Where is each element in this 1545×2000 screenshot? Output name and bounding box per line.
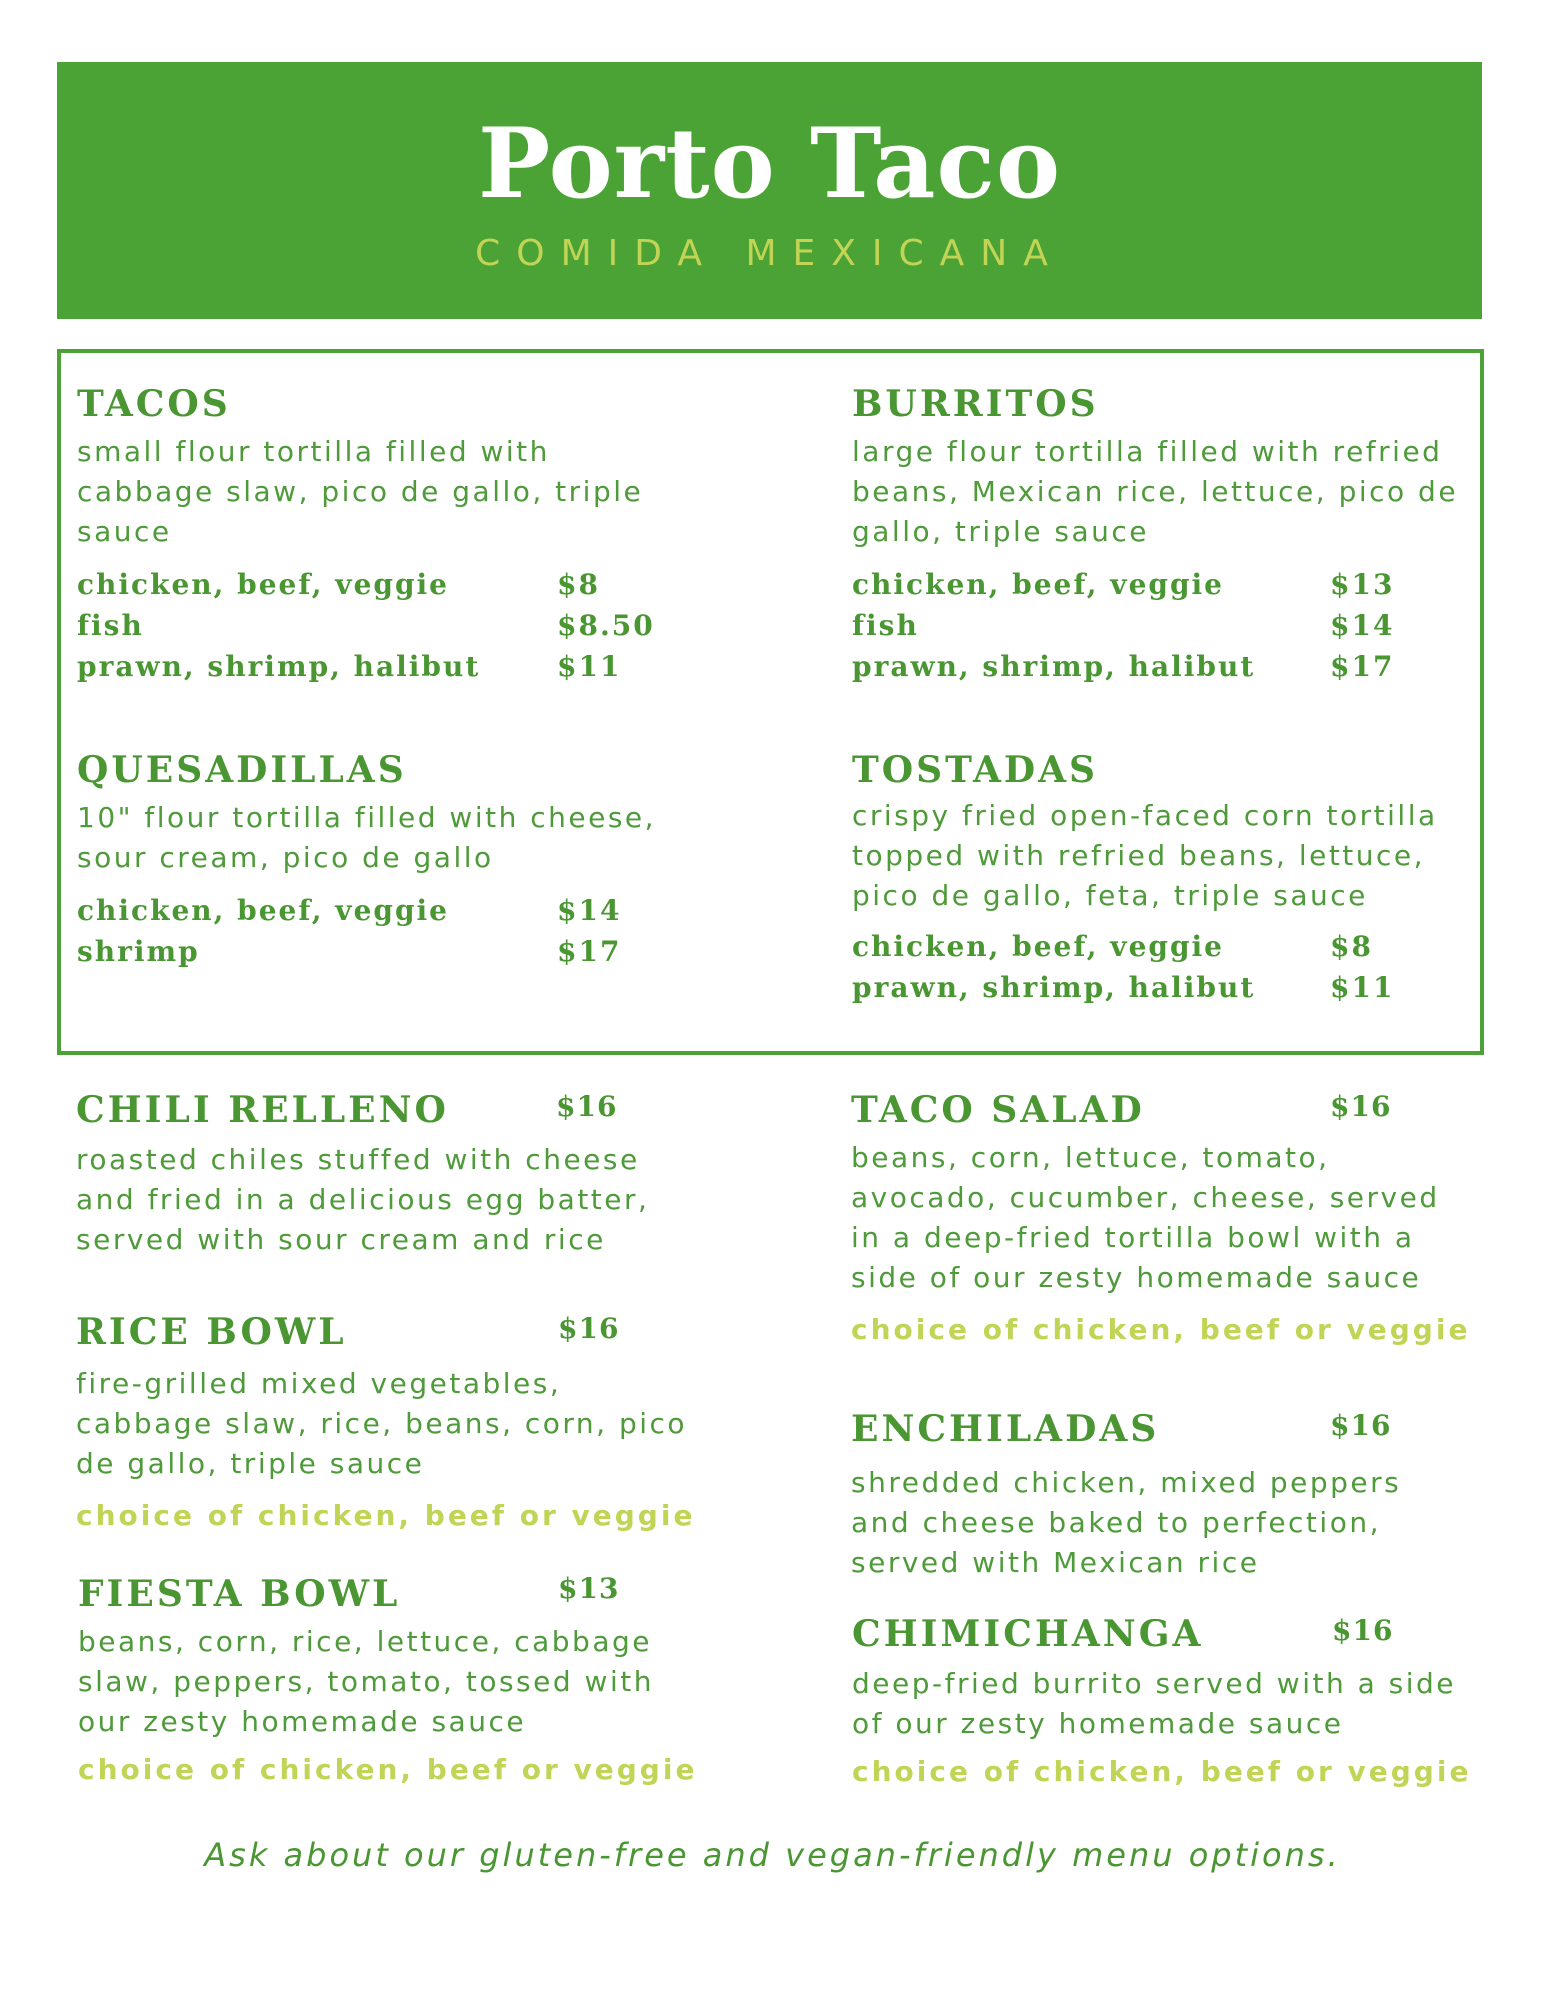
description-line: 10" flour tortilla filled with cheese, [77, 801, 657, 834]
description-line: and fried in a delicious egg batter, [76, 1183, 650, 1216]
description-line: pico de gallo, feta, triple sauce [852, 879, 1368, 912]
price-amount: $11 [557, 650, 622, 683]
section-title: FIESTA BOWL [78, 1573, 401, 1615]
price-amount: $11 [1330, 971, 1395, 1004]
price-row [852, 926, 1438, 967]
section-taco-salad [851, 1088, 1470, 1350]
description-line: gallo, triple sauce [852, 515, 1149, 548]
description-line: crispy fried open-faced corn tortilla [852, 799, 1438, 832]
item-price: $16 [558, 1312, 620, 1345]
item-price: $16 [1330, 1090, 1392, 1123]
description-line: large flour tortilla filled with refried [852, 435, 1443, 468]
protein-choice: choice of chicken, beef or veggie [78, 1753, 698, 1786]
price-row [852, 646, 1458, 687]
price-item: shrimp [77, 935, 200, 968]
price-row [77, 931, 656, 972]
restaurant-tagline: COMIDA MEXICANA [475, 233, 1064, 274]
description-line: cabbage slaw, rice, beans, corn, pico [76, 1407, 688, 1440]
menu-header-banner [57, 62, 1482, 319]
section-title: CHIMICHANGA [852, 1613, 1204, 1655]
description-line: served with Mexican rice [851, 1546, 1260, 1579]
price-item: chicken, beef, veggie [852, 930, 1224, 963]
price-row [852, 605, 1458, 646]
item-price: $16 [556, 1090, 618, 1123]
description-line: roasted chiles stuffed with cheese [76, 1143, 640, 1176]
price-amount: $17 [1330, 650, 1395, 683]
description-line: sour cream, pico de gallo [77, 841, 494, 874]
price-row [852, 564, 1458, 605]
price-item: fish [852, 609, 919, 642]
price-amount: $8 [1330, 930, 1373, 963]
description-line: our zesty homemade sauce [78, 1705, 527, 1738]
protein-choice: choice of chicken, beef or veggie [851, 1313, 1471, 1346]
section-title: CHILI RELLENO [76, 1089, 449, 1131]
description-line: and cheese baked to perfection, [851, 1506, 1381, 1539]
description-line: beans, Mexican rice, lettuce, pico de [852, 475, 1459, 508]
description-line: side of our zesty homemade sauce [851, 1261, 1422, 1294]
description-line: de gallo, triple sauce [76, 1447, 425, 1480]
price-item: fish [77, 609, 144, 642]
description-line: beans, corn, lettuce, tomato, [851, 1141, 1330, 1174]
price-item: prawn, shrimp, halibut [852, 650, 1256, 683]
section-title: RICE BOWL [76, 1311, 347, 1353]
price-item: chicken, beef, veggie [77, 568, 449, 601]
description-line: topped with refried beans, lettuce, [852, 839, 1426, 872]
description-line: shredded chicken, mixed peppers [851, 1466, 1402, 1499]
price-row [77, 564, 643, 605]
price-item: chicken, beef, veggie [852, 568, 1224, 601]
price-item: prawn, shrimp, halibut [852, 971, 1256, 1004]
section-title: TACOS [77, 383, 231, 425]
section-title: BURRITOS [852, 383, 1099, 425]
section-quesadillas [77, 748, 656, 972]
price-amount: $8 [557, 568, 600, 601]
menu-footer-note: Ask about our gluten-free and vegan-friendly menu options. [204, 1836, 1341, 1874]
description-line: sauce [77, 515, 172, 548]
description-line: slaw, peppers, tomato, tossed with [78, 1665, 654, 1698]
description-line: deep-fried burrito served with a side [852, 1667, 1457, 1700]
description-line: beans, corn, rice, lettuce, cabbage [78, 1625, 652, 1658]
price-amount: $13 [1330, 568, 1395, 601]
item-price: $16 [1330, 1409, 1392, 1442]
price-item: prawn, shrimp, halibut [77, 650, 481, 683]
restaurant-name: Porto Taco [478, 107, 1061, 220]
description-line: in a deep-fried tortilla bowl with a [851, 1221, 1415, 1254]
description-line: of our zesty homemade sauce [852, 1707, 1344, 1740]
section-title: ENCHILADAS [851, 1408, 1160, 1450]
price-row [852, 967, 1438, 1008]
section-enchiladas [851, 1407, 1401, 1583]
price-amount: $8.50 [557, 609, 655, 642]
section-title: TOSTADAS [852, 749, 1099, 791]
description-line: small flour tortilla filled with [77, 435, 550, 468]
price-row [77, 646, 643, 687]
section-title: QUESADILLAS [77, 749, 407, 791]
price-row [77, 605, 655, 646]
price-amount: $14 [1330, 609, 1395, 642]
price-amount: $17 [557, 935, 622, 968]
protein-choice: choice of chicken, beef or veggie [852, 1755, 1472, 1788]
protein-choice: choice of chicken, beef or veggie [76, 1499, 696, 1532]
description-line: cabbage slaw, pico de gallo, triple [77, 475, 644, 508]
section-tacos [77, 382, 655, 687]
price-item: chicken, beef, veggie [77, 894, 449, 927]
section-title: TACO SALAD [851, 1089, 1145, 1131]
description-line: served with sour cream and rice [76, 1223, 606, 1256]
section-tostadas [852, 748, 1438, 1008]
item-price: $13 [558, 1572, 620, 1605]
description-line: fire-grilled mixed vegetables, [76, 1367, 562, 1400]
price-row [77, 890, 656, 931]
item-price: $16 [1332, 1614, 1394, 1647]
description-line: avocado, cucumber, cheese, served [851, 1181, 1440, 1214]
section-burritos [852, 382, 1458, 687]
price-amount: $14 [557, 894, 622, 927]
